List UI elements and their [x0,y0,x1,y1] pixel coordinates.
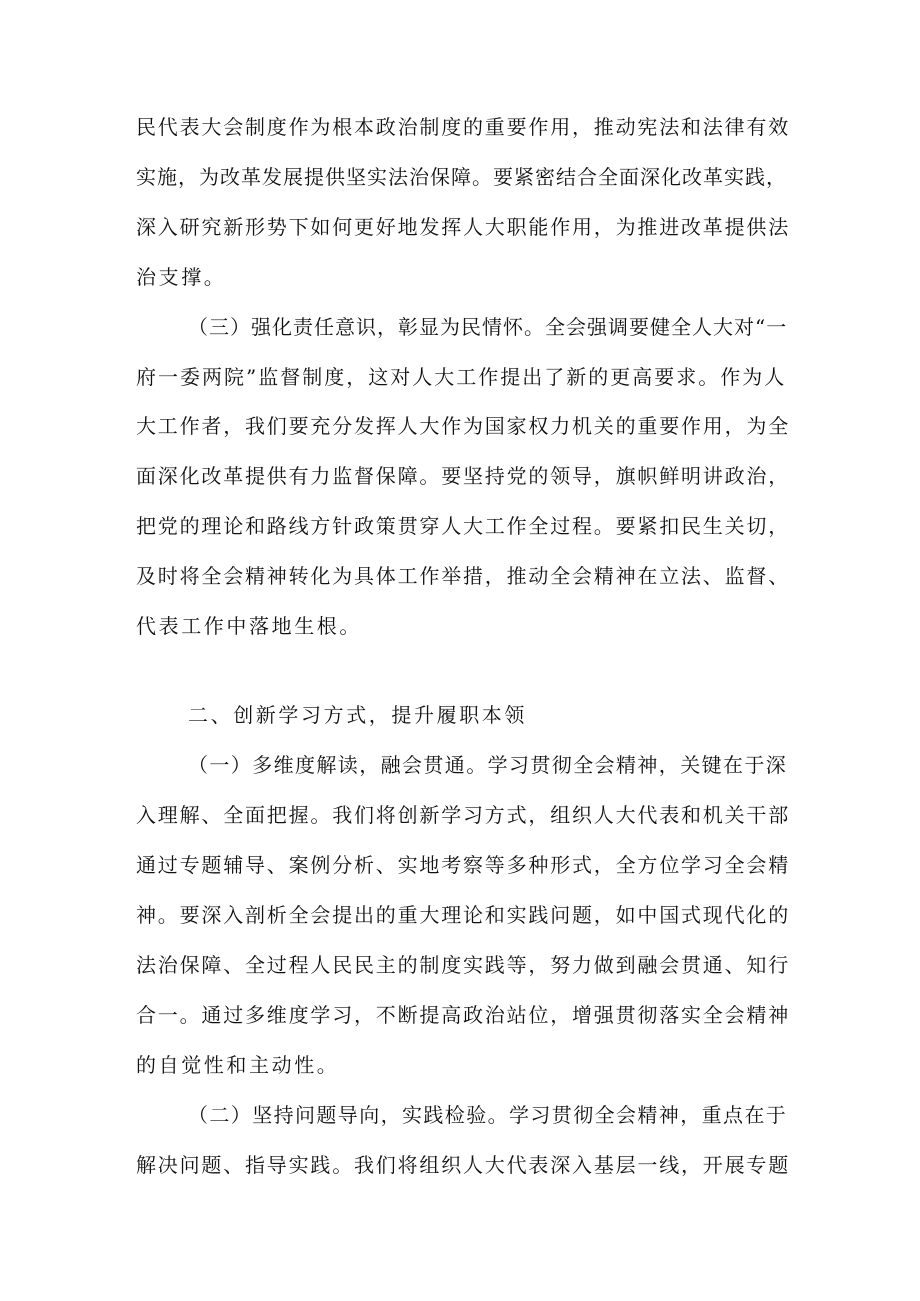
text-line: 面深化改革提供有力监督保障。要坚持党的领导，旗帜鲜明讲政治， [136,464,790,488]
paragraph-heading-3: （三）强化责任意识，彰显为民情怀。全会强调要健全人大对“一 [188,315,788,339]
text-line: 法治保障、全过程人民民主的制度实践等，努力做到融会贯通、知行 [136,953,790,977]
text-line: 大工作者，我们要充分发挥人大作为国家权力机关的重要作用，为全 [136,414,790,438]
section-heading: 二、创新学习方式，提升履职本领 [188,703,527,727]
text-line: 治支撑。 [136,265,227,289]
text-line: 入理解、全面把握。我们将创新学习方式，组织人大代表和机关干部 [136,803,790,827]
text-line: 的自觉性和主动性。 [136,1053,340,1077]
text-line: 把党的理论和路线方针政策贯穿人大工作全过程。要紧扣民生关切， [136,514,790,538]
text-line: 实施，为改革发展提供坚实法治保障。要紧密结合全面深化改革实践， [136,165,787,189]
text-line: 深入研究新形势下如何更好地发挥人大职能作用，为推进改革提供法 [136,215,790,239]
paragraph-heading-1: （一）多维度解读，融会贯通。学习贯彻全会精神，关键在于深 [188,753,788,777]
text-line: 代表工作中落地生根。 [136,614,362,638]
text-line: 解决问题、指导实践。我们将组织人大代表深入基层一线，开展专题 [136,1153,790,1177]
text-line: 神。要深入剖析全会提出的重大理论和实践问题，如中国式现代化的 [136,903,790,927]
text-line: 府一委两院”监督制度，这对人大工作提出了新的更高要求。作为人 [136,365,787,389]
paragraph-heading-2: （二）坚持问题导向，实践检验。学习贯彻全会精神，重点在于 [188,1103,788,1127]
text-line: 合一。通过多维度学习，不断提高政治站位，增强贯彻落实全会精神 [136,1003,790,1027]
text-line: 及时将全会精神转化为具体工作举措，推动全会精神在立法、监督、 [136,564,790,588]
text-line: 民代表大会制度作为根本政治制度的重要作用，推动宪法和法律有效 [136,115,790,139]
text-line: 通过专题辅导、案例分析、实地考察等多种形式，全方位学习全会精 [136,853,790,877]
